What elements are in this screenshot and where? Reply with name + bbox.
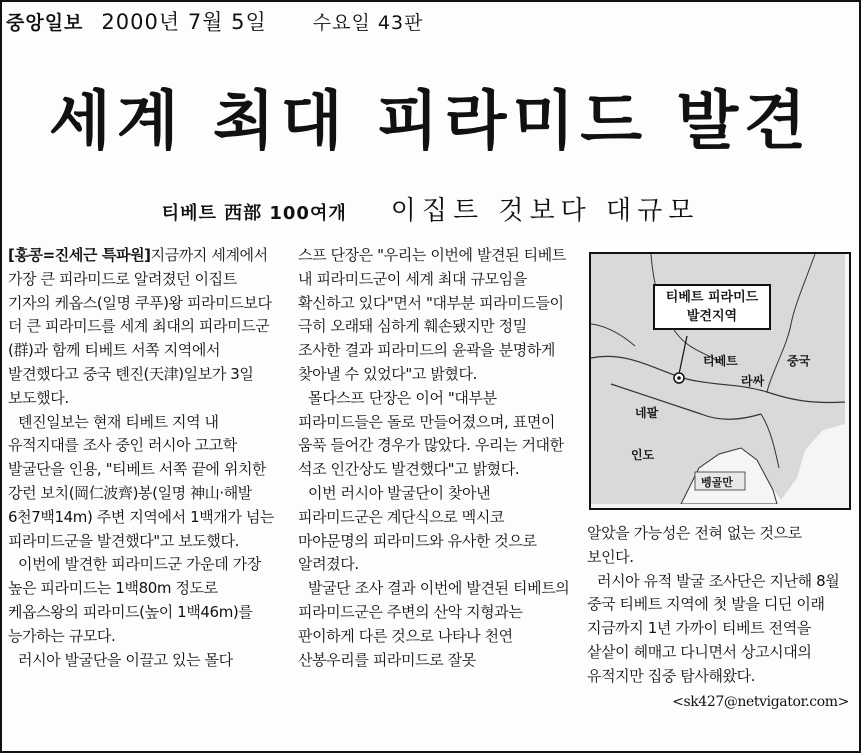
map-label-lhasa: 라싸 [741, 374, 765, 388]
article-paragraph [8, 244, 280, 411]
article-paragraph: 알았을 가능성은 전혀 없는 것으로 보인다. [587, 524, 802, 566]
article-column-3 [587, 522, 849, 714]
publish-date: 2000년 7월 5일 [101, 10, 267, 34]
map-label-bengal: 벵골만 [701, 476, 733, 489]
article-column-1 [8, 244, 280, 672]
article-paragraph: 발굴단 조사 결과 이번에 발견된 티베트의 피라미드군은 주변의 산악 지형과는 판이하게 다른 것으로 나타나 천연 산봉우리를 피라미드로 잘못 [298, 579, 570, 669]
subhead-right: 이집트 것보다 대규모 [390, 196, 700, 226]
paper-name: 중앙일보 [6, 11, 84, 34]
article-paragraph: 이번 러시아 발굴단이 찾아낸 피라미드군은 계단식으로 멕시코 마야문명의 피라미드와 유사한 것으로 알려졌다. [298, 483, 537, 574]
masthead [6, 2, 851, 40]
article-paragraph: 러시아 발굴단을 이끌고 있는 몰다 [18, 650, 233, 669]
subhead-left: 티베트 西部 100여개 [161, 203, 347, 224]
day-edition: 수요일 43판 [312, 11, 424, 34]
subhead [2, 190, 859, 227]
location-map [589, 252, 851, 510]
byline: [홍콩=진세근 특파원] [8, 246, 151, 264]
reporter-email: <sk427@netvigator.com> [672, 693, 849, 710]
article-paragraph: 러시아 유적 발굴 조사단은 지난해 8월 중국 티베트 지역에 첫 발을 디딘 이래 지금까지 1년 가까이 티베트 전역을 샅샅이 헤매고 다니면서 상고시대의 유적지만 집중 탐사해왔다. [587, 571, 840, 685]
callout-line-1: 티베트 피라미드 [665, 290, 759, 305]
map-label-tibet: 티베트 [703, 354, 738, 368]
article-paragraph: 톈진일보는 현재 티베트 지역 내 유적지대를 조사 중인 러시아 고고학 발굴단을 인용, "티베트 서쪽 끝에 위치한 강런 보치(岡仁波齊)봉(일명 神山·해발 6천7백14m) 주변 지역에서 1백개가 넘는 피라미드군을 발견했다"고 보도했다. [8, 412, 275, 550]
callout-line-2: 발견지역 [686, 309, 738, 324]
article-paragraph: 스프 단장은 "우리는 이번에 발견된 티베트 내 피라미드군이 세계 최대 규모임을 확신하고 있다"면서 "대부분 피라미드들이 극히 오래돼 심하게 훼손됐지만 정밀 조사한 결과 피라미드의 윤곽을 분명하게 찾아낼 수 있었다"고 밝혔다. [298, 246, 566, 383]
map-callout [653, 284, 771, 330]
paragraph-text: 지금까지 세계에서 가장 큰 피라미드로 알려졌던 이집트 기자의 케옵스(일명 쿠푸)왕 피라미드보다 더 큰 피라미드를 세계 최대의 피라미드군(群)과 함께 티베트 서쪽 지역에서 발견했다고 중국 톈진(天津)일보가 3일 보도했다. [8, 246, 272, 407]
map-label-china: 중국 [787, 354, 811, 368]
discovery-site-marker-dot [677, 376, 681, 380]
headline: 세계 최대 피라미드 발견 [48, 85, 813, 159]
article-column-2 [298, 244, 570, 672]
map-label-india: 인도 [631, 448, 655, 462]
map-label-nepal: 네팔 [635, 406, 659, 420]
article-paragraph: 이번에 발견한 피라미드군 가운데 가장 높은 피라미드는 1백80m 정도로 케옵스왕의 피라미드(높이 1백46m)를 능가하는 규모다. [8, 555, 261, 645]
article-paragraph: 몰다스프 단장은 이어 "대부분 피라미드들은 돌로 만들어졌으며, 표면이 움푹 들어간 경우가 많았다. 우리는 거대한 석조 인간상도 발견했다"고 밝혔다. [298, 388, 564, 479]
